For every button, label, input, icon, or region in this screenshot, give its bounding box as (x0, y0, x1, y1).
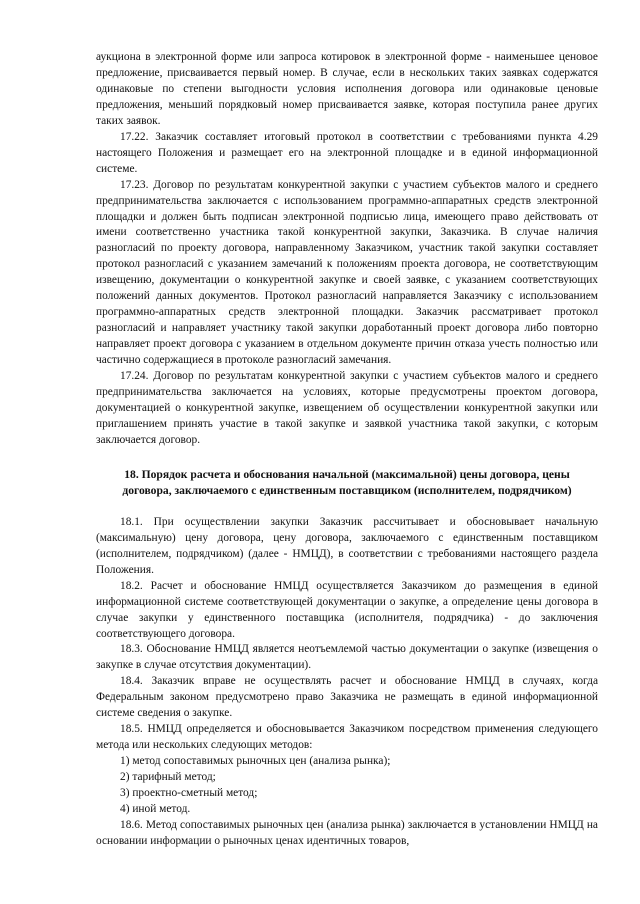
paragraph-continued: аукциона в электронной форме или запроса котировок в электронной форме - наименьшее ценовое предложение, присваивается первый номер. В случае, если в нескольких таких заявках содержатся одинаковые по степени выгодности условия исполнения договора или одинаковые ценовые предложения, меньший порядковый номер присваивается заявке, которая поступила ранее других таких заявок. (96, 51, 598, 127)
list-item-method-2: 2) тарифный метод; (120, 771, 216, 784)
paragraph-18-1: 18.1. При осуществлении закупки Заказчик рассчитывает и обосновывает начальную (максимальную) цену договора, цену договора, заключаемого с единственным поставщиком (исполнителем, подрядчиком) (далее - НМЦД), в соответствии с требованиями настоящего раздела Положения. (96, 515, 598, 576)
paragraph-17-24: 17.24. Договор по результатам конкурентной закупки с участием субъектов малого и среднего предпринимательства заключается на условиях, которые предусмотрены проектом договора, документацией о конкурентной закупке, извещением об осуществлении конкурентной закупки или приглашением принять участие в такой закупке и заявкой участника такой закупки, с которым заключается договор. (96, 370, 598, 446)
paragraph-17-22: 17.22. Заказчик составляет итоговый протокол в соответствии с требованиями пункта 4.29 настоящего Положения и размещает его на электронной площадке и в единой информационной системе. (96, 130, 598, 175)
list-item-method-1: 1) метод сопоставимых рыночных цен (анализа рынка); (120, 755, 391, 768)
paragraph-18-4: 18.4. Заказчик вправе не осуществлять расчет и обоснование НМЦД в случаях, когда Федеральным законом предусмотрено право Заказчика не размещать в единой информационной системе сведения о закупке. (96, 675, 598, 720)
paragraph-17-23: 17.23. Договор по результатам конкурентной закупки с участием субъектов малого и среднего предпринимательства заключается с использованием программно-аппаратных средств электронной площадки и должен быть подписан электронной подписью лица, имеющего право действовать от имени соответственно участника такой конкурентной закупки, Заказчика. В случае наличия разногласий по проекту договора, направленному Заказчиком, участник такой закупки составляет протокол разногласий с указанием замечаний к положениям проекта договора, не соответствующим извещению, документации о конкурентной закупке и своей заявке, с указанием соответствующих положений данных документов. Протокол разногласий направляется Заказчику с использованием программно-аппаратных средств электронной площадки. Заказчик рассматривает протокол разногласий и направляет участнику такой закупки доработанный проект договора либо повторно направляет проект договора с указанием в отдельном документе причин отказа учесть полностью или частично содержащиеся в протоколе разногласий замечания. (96, 178, 598, 367)
list-item-method-3: 3) проектно-сметный метод; (120, 787, 258, 800)
paragraph-18-5: 18.5. НМЦД определяется и обосновывается Заказчиком посредством применения следующего метода или нескольких следующих методов: (96, 723, 598, 752)
paragraph-18-3: 18.3. Обоснование НМЦД является неотъемлемой частью документации о закупке (извещения о закупке в случае отсутствия документации). (96, 643, 598, 672)
list-item-method-4: 4) иной метод. (120, 802, 191, 815)
document-page (96, 50, 598, 850)
section-heading-18: 18. Порядок расчета и обоснования начальной (максимальной) цены договора, цены договора, заключаемого с единственным поставщиком (исполнителем, подрядчиком) (122, 467, 572, 497)
paragraph-18-6: 18.6. Метод сопоставимых рыночных цен (анализа рынка) заключается в установлении НМЦД на основании информации о рыночных ценах идентичных товаров, (96, 818, 598, 847)
paragraph-18-2: 18.2. Расчет и обоснование НМЦД осуществляется Заказчиком до размещения в единой информационной системе соответствующей документации о закупке, а определение цены договора в случае закупки у единственного поставщика (исполнителя, подрядчика) - до заключения соответствующего договора. (96, 579, 598, 640)
